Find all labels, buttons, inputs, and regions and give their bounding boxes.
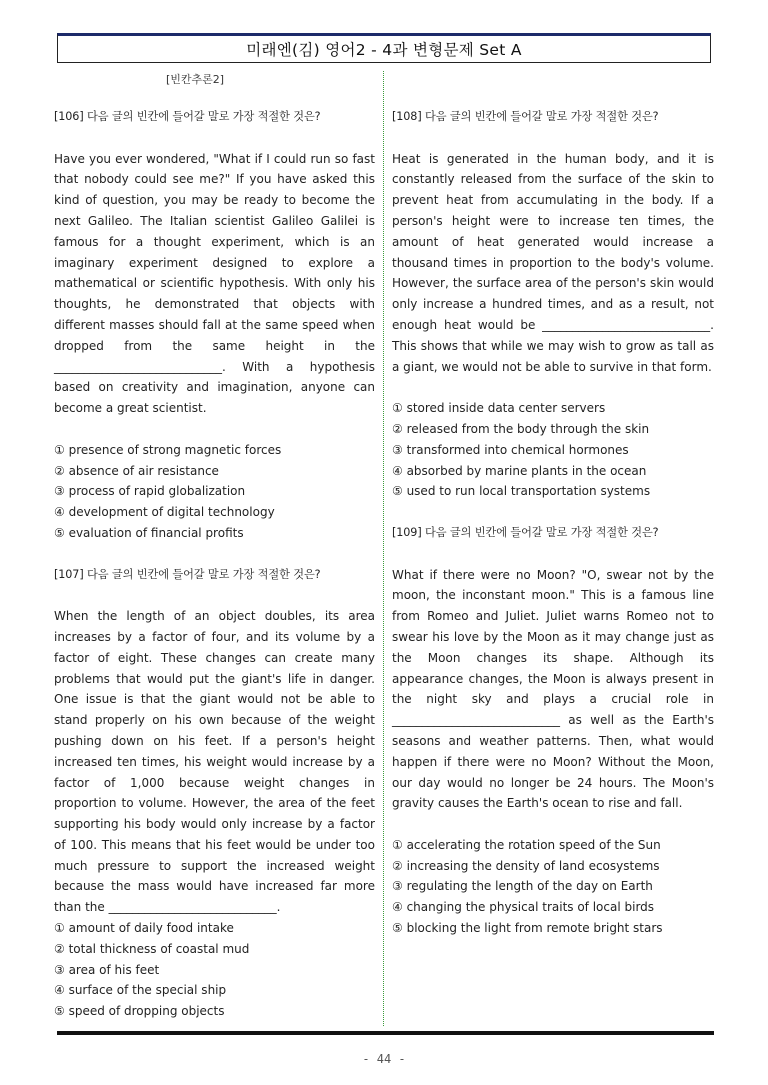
question-prompt: [107] 다음 글의 빈칸에 들어갈 말로 가장 적절한 것은? [54,567,321,581]
answer-choice: ④ surface of the special ship [54,983,227,998]
answer-choice: ③ regulating the length of the day on Earth [392,879,653,894]
answer-choice: ① accelerating the rotation speed of the Sun [392,837,661,852]
question-106 [54,107,375,544]
answer-choice: ⑤ evaluation of financial profits [54,525,244,540]
answer-choice: ③ transformed into chemical hormones [392,442,629,457]
answer-choice: ② released from the body through the skin [392,421,650,436]
answer-choice: ④ absorbed by marine plants in the ocean [392,463,647,478]
question-passage: When the length of an object doubles, its area increases by a factor of four, and its volume by a factor of eight. These changes can create many problems that would put the giant's life in danger. One issue is that the giant would not be able to stand properly on his own because of the weight pushing down on his feet. If a person's height increased ten times, his weight would increase by a factor of 1,000 because weight changes in proportion to volume. However, the area of the feet supporting his body would only increase by a factor of 100. This means that his feet would be under too much pressure to support the increased weight because the mass would have increased far more than the ____________________________. [54,609,375,915]
column-divider [383,71,384,1026]
answer-choice: ④ changing the physical traits of local birds [392,900,655,915]
question-passage: Heat is generated in the human body, and it is constantly released from the surface of the skin to prevent heat from accumulating in the body. If a person's height were to increase ten times, the amount of heat generated would increase a thousand times in proportion to the body's volume. However, the surface area of the person's skin would only increase a hundred times, and as a result, not enough heat would be ____________________________. This shows that while we may wish to grow as tall as a giant, we would not be able to survive in that form. [392,151,714,374]
question-108 [392,107,714,502]
answer-choice: ② absence of air resistance [54,463,219,478]
question-passage: Have you ever wondered, "What if I could run so fast that nobody could see me?" If you have asked this kind of question, you may be ready to become the next Galileo. The Italian scientist Galileo Galilei is famous for a thought experiment, which is an imaginary experiment designed to explore a mathematical or scientific hypothesis. With only his thoughts, he demonstrated that objects with different masses should fall at the same speed when dropped from the same height in the ____________________________. With a hypothesis based on creativity and imagination, anyone can become a great scientist. [54,151,375,416]
page-number: - 44 - [362,1052,406,1066]
question-prompt: [108] 다음 글의 빈칸에 들어갈 말로 가장 적절한 것은? [392,110,659,123]
right-column [392,107,714,939]
spacer [54,544,375,565]
answer-choice: ⑤ blocking the light from remote bright stars [392,921,663,936]
answer-choices [54,440,375,544]
answer-choices [392,398,714,502]
answer-choice: ⑤ speed of dropping objects [54,1004,225,1019]
answer-choice: ③ process of rapid globalization [54,484,246,499]
answer-choice: ④ development of digital technology [54,505,275,520]
bottom-rule [57,1031,714,1035]
question-prompt: [109] 다음 글의 빈칸에 들어갈 말로 가장 적절한 것은? [392,525,659,539]
answer-choice: ① stored inside data center servers [392,401,606,416]
page-title: 미래엔(김) 영어2 - 4과 변형문제 Set A [57,33,711,63]
answer-choice: ② increasing the density of land ecosystems [392,858,660,873]
answer-choice: ① amount of daily food intake [54,921,234,936]
left-column [54,107,375,1022]
question-107 [54,565,375,1023]
question-passage: What if there were no Moon? "O, swear not by the moon, the inconstant moon." This is a famous line from Romeo and Juliet. Juliet warns Romeo not to swear his love by the Moon as it may change just as the Moon changes its shape. Although its appearance changes, the Moon is always present in the night sky and plays a crucial role in ____________________________ as well as the Earth's seasons and weather patterns. Then, what would happen if there were no Moon? Without the Moon, our day would no longer be 24 hours. The Moon's gravity causes the Earth's ocean to rise and fall. [392,567,714,811]
answer-choices [54,918,375,1022]
answer-choice: ① presence of strong magnetic forces [54,442,282,457]
answer-choices [392,835,714,939]
question-prompt: [106] 다음 글의 빈칸에 들어갈 말로 가장 적절한 것은? [54,110,321,123]
answer-choice: ② total thickness of coastal mud [54,941,250,956]
section-category: [빈칸추론2] [165,73,225,86]
answer-choice: ⑤ used to run local transportation systems [392,484,651,499]
spacer [392,502,714,523]
answer-choice: ③ area of his feet [54,962,160,977]
question-109 [392,523,714,939]
